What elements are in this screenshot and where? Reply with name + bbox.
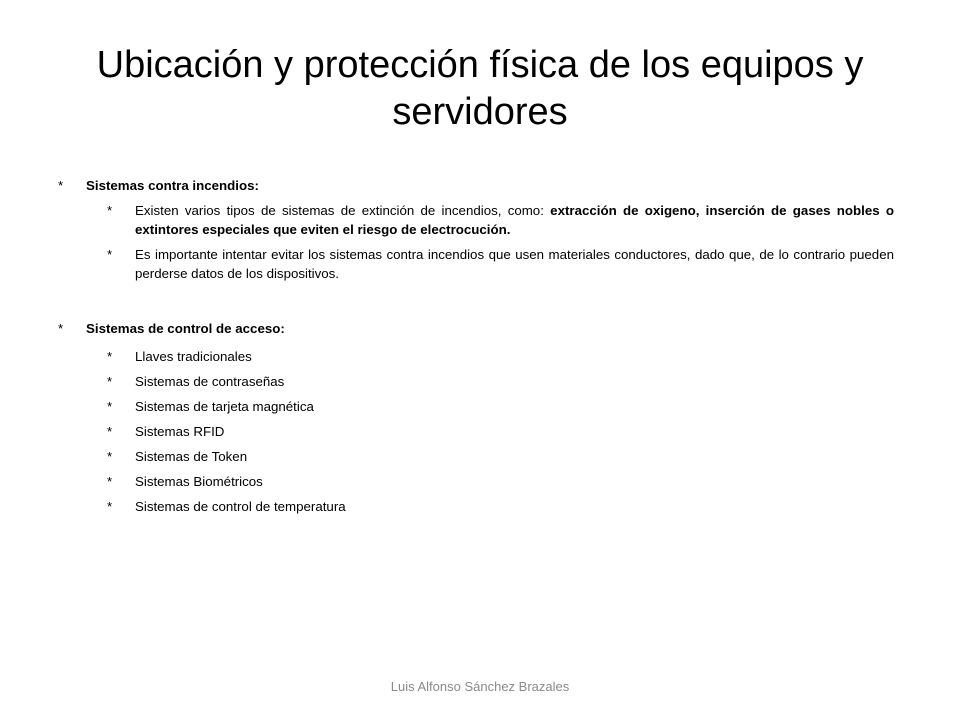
slide-title: Ubicación y protección física de los equipos y servidores (96, 44, 864, 133)
access-item-label: Llaves tradicionales (135, 349, 252, 364)
bullet-marker: * (107, 474, 113, 489)
section-fire-systems (56, 176, 894, 195)
list-item (56, 344, 894, 369)
access-item-label: Sistemas de control de temperatura (135, 499, 346, 514)
bullet-marker: * (107, 374, 113, 389)
section-heading-access: Sistemas de control de acceso: (86, 321, 285, 336)
list-item (56, 469, 894, 494)
slide-footer-author: Luis Alfonso Sánchez Brazales (390, 679, 570, 694)
bullet-marker: * (107, 499, 113, 514)
access-item-label: Sistemas de contraseñas (135, 374, 285, 389)
list-item-fire-types (56, 201, 894, 239)
section-heading-fire: Sistemas contra incendios: (86, 178, 259, 193)
section-access-control (56, 319, 894, 338)
fire-types-text: Existen varios tipos de sistemas de extinción de incendios, como: (135, 203, 551, 218)
bullet-marker: * (58, 178, 64, 193)
bullet-marker: * (107, 203, 113, 218)
bullet-marker: * (107, 399, 113, 414)
bullet-marker: * (107, 349, 113, 364)
list-item (56, 419, 894, 444)
access-item-label: Sistemas Biométricos (135, 474, 263, 489)
access-item-label: Sistemas de tarjeta magnética (135, 399, 314, 414)
fire-types-bold-text: extracción de oxigeno, inserción de gases nobles o extintores especiales que eviten el riesgo de electrocución. (135, 203, 895, 237)
fire-conductors-text: Es importante intentar evitar los sistemas contra incendios que usen materiales conductores, dado que, de lo contrario pueden perderse datos de los dispositivos. (135, 247, 894, 281)
bullet-marker: * (58, 321, 64, 336)
bullet-marker: * (107, 449, 113, 464)
access-item-label: Sistemas de Token (135, 449, 248, 464)
list-item (56, 494, 894, 519)
access-item-label: Sistemas RFID (135, 424, 225, 439)
list-item-fire-conductors (56, 245, 894, 283)
list-item (56, 369, 894, 394)
bullet-marker: * (107, 424, 113, 439)
list-item (56, 394, 894, 419)
list-item (56, 444, 894, 469)
bullet-marker: * (107, 247, 113, 262)
slide-body (56, 176, 894, 519)
